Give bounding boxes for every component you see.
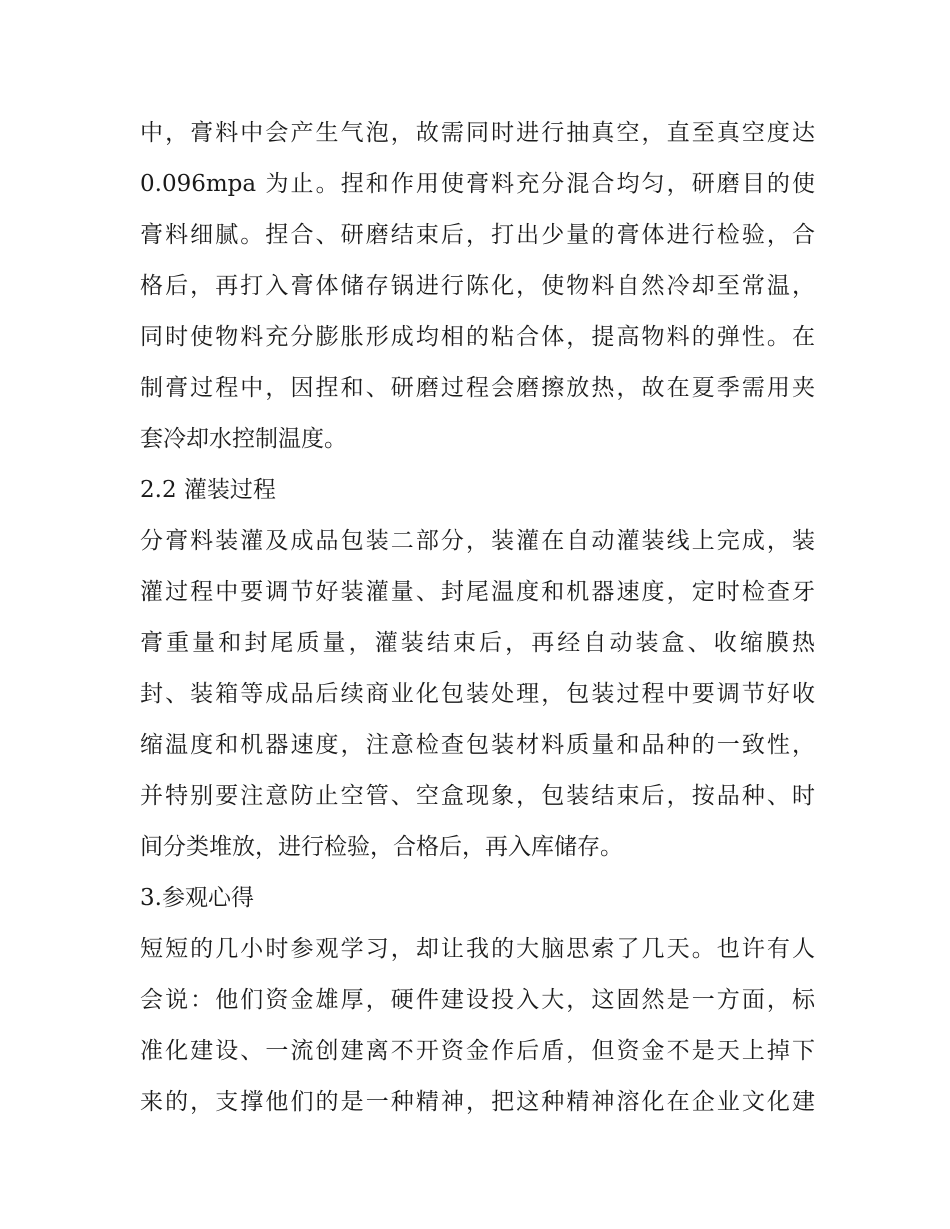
section-heading-reflections: 3.参观心得 [140, 885, 254, 911]
text-line: 来的，支撑他们的是一种精神，把这种精神溶化在企业文化建 [140, 1089, 815, 1115]
text-line: 准化建设、一流创建离不开资金作后盾，但资金不是天上掉下 [140, 1038, 815, 1064]
text-line: 0.096mpa 为止。捏和作用使膏料充分混合均匀，研磨目的使 [140, 171, 815, 197]
text-line: 膏重量和封尾质量，灌装结束后，再经自动装盒、收缩膜热 [140, 630, 815, 656]
text-line: 间分类堆放，进行检验，合格后，再入库储存。 [140, 834, 623, 860]
section-heading-filling: 2.2 灌装过程 [140, 477, 276, 503]
text-line: 封、装箱等成品后续商业化包装处理，包装过程中要调节好收 [140, 681, 815, 707]
document-page [140, 108, 815, 1128]
text-line: 灌过程中要调节好装灌量、封尾温度和机器速度，定时检查牙 [140, 579, 815, 605]
text-line: 短短的几小时参观学习，却让我的大脑思索了几天。也许有人 [140, 936, 815, 962]
text-line: 并特别要注意防止空管、空盒现象，包装结束后，按品种、时 [140, 783, 815, 809]
text-line: 同时使物料充分膨胀形成均相的粘合体，提高物料的弹性。在 [140, 324, 815, 350]
text-line: 分膏料装灌及成品包装二部分，装灌在自动灌装线上完成，装 [140, 528, 815, 554]
text-line: 制膏过程中，因捏和、研磨过程会磨擦放热，故在夏季需用夹 [140, 375, 815, 401]
text-line: 格后，再打入膏体储存锅进行陈化，使物料自然冷却至常温， [140, 273, 815, 299]
text-line: 缩温度和机器速度，注意检查包装材料质量和品种的一致性， [140, 732, 815, 758]
text-line: 膏料细腻。捏合、研磨结束后，打出少量的膏体进行检验，合 [140, 222, 815, 248]
text-line: 中，膏料中会产生气泡，故需同时进行抽真空，直至真空度达 [140, 120, 815, 146]
text-line: 会说：他们资金雄厚，硬件建设投入大，这固然是一方面，标 [140, 987, 815, 1013]
text-line: 套冷却水控制温度。 [140, 426, 347, 452]
paragraph-filling-process [140, 516, 815, 873]
paragraph-production-process [140, 108, 815, 465]
paragraph-reflections [140, 924, 815, 1128]
